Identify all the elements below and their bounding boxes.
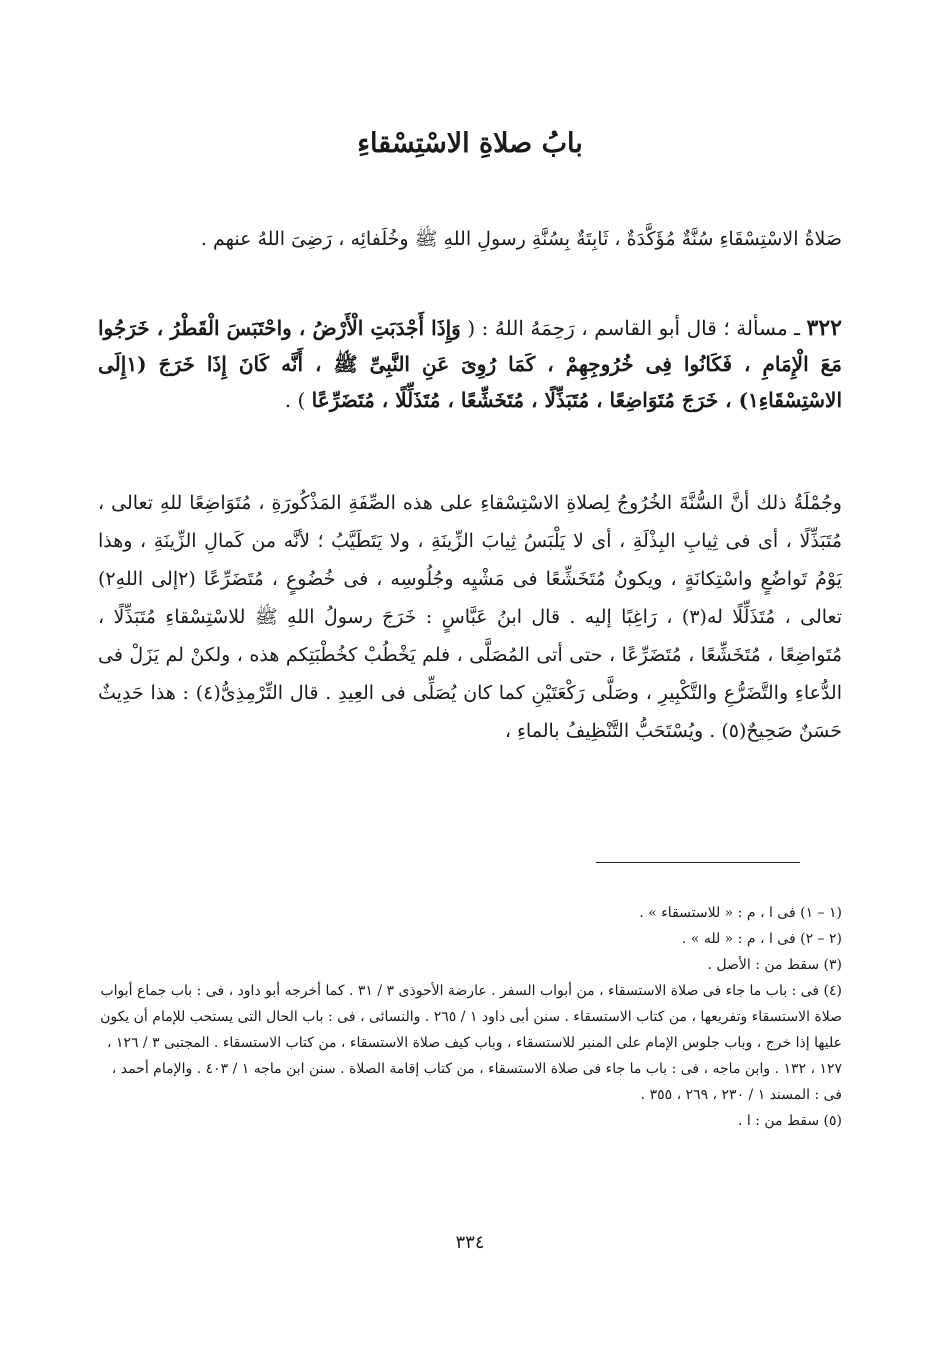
masala-quote: وَإِذَا أَجْدَبَتِ الْأَرْضُ ، واحْتَبَسَ الْقَطْرُ ، خَرَجُوا مَعَ الْإِمَامِ ، فَكَانُوا فِى خُرُوجِهِمْ ، كَمَا رُوِىَ عَنِ النَّبِىِّ ﷺ ، أَنَّه كَانَ إِذَا خَرَجَ (١إِلَى الاسْتِسْقَاءِ١) ، خَرَجَ مُتَوَاضِعًا ، مُتَبَذِّلًا ، مُتَخَشِّعًا ، مُتَذَلِّلًا ، مُتَضَرِّعًا: [98, 316, 842, 412]
footnote-4: (٤) فى : باب ما جاء فى صلاة الاستسقاء ، من أبواب السفر . عارضة الأحوذى ٣ / ٣١ . كما أخرجه أبو داود ، فى : باب جماع أبواب صلاة الاستسقاء وتفريعها ، من كتاب الاستسقاء . سنن أبى داود ١ / ٢٦٥ . والنسائى ، فى : باب الحال التى يستحب للإمام أن يكون عليها إذا خرج ، وباب جلوس الإمام على المنبر للاستسقاء ، وباب كيف صلاة الاستسقاء ، من كتاب الاستسقاء . المجتبى ٣ / ١٢٦ ، ١٢٧ ، ١٣٢ . وابن ماجه ، فى : باب ما جاء فى صلاة الاستسقاء ، من كتاب إقامة الصلاة . سنن ابن ماجه ١ / ٤٠٣ . والإمام أحمد ، فى : المسند ١ / ٢٣٠ ، ٢٦٩ ، ٣٥٥ .: [100, 983, 842, 1103]
footnote-2: (٢ – ٢) فى ا ، م : « لله » .: [681, 931, 842, 947]
explanation-paragraph: وجُمْلَةُ ذلك أنَّ السُّنَّةَ الخُرُوجُ لِصلاةِ الاسْتِسْقاءِ على هذه الصِّفَةِ المَذْكُورَةِ ، مُتَوَاضِعًا للهِ تعالى ، مُتَبَذِّلًا ، أى فى ثِيابِ البِذْلَةِ ، أى لا يَلْبَسُ ثِيابَ الزِّينَةِ ، ولا يَتَطَيَّبُ ؛ لأنَّه من كَمالِ الزِّينَةِ ، وهذا يَوْمُ تَواضُعٍ واسْتِكانَةٍ ، ويكونُ مُتَخَشِّعًا فى مَشْيِه وجُلُوسِه ، فى خُضُوعٍ ، مُتَضَرِّعًا (٢إلى اللهِ٢) تعالى ، مُتَذَلِّلًا له(٣) ، رَاغِبًا إليه . قال ابنُ عَبَّاسٍ : خَرَجَ رسولُ اللهِ ﷺ للاسْتِسْقاءِ مُتَبَذِّلًا ، مُتَواضِعًا ، مُتَخَشِّعًا ، مُتَضَرِّعًا ، حتى أتى المُصَلَّى ، فلم يَخْطُبْ كخُطْبَتِكم هذه ، ولكنْ لم يَزَلْ فى الدُّعاءِ والتَّضَرُّعِ والتَّكْبِيرِ ، وصَلَّى رَكْعَتَيْنِ كما كان يُصَلِّى فى العِيدِ . قال التِّرْمِذِىُّ(٤) : هذا حَدِيثٌ حَسَنٌ صَحِيحٌ(٥) . ويُسْتَحَبُّ التَّنْظِيفُ بالماءِ ،: [98, 492, 842, 742]
footnote-divider: [596, 862, 800, 863]
footnote-3: (٣) سقط من : الأصل .: [707, 957, 842, 973]
footnote-5: (٥) سقط من : ا .: [737, 1113, 842, 1129]
masala-number: ٣٢٢: [806, 315, 842, 341]
masala-lead: ـ مسألة ؛ قال أبو القاسم ، رَحِمَهُ اللهُ : (: [467, 316, 801, 340]
chapter-title: بابُ صلاةِ الاسْتِسْقاءِ: [357, 128, 583, 159]
page-number: ٣٣٤: [455, 1232, 485, 1253]
intro-paragraph: صَلاةُ الاسْتِسْقَاءِ سُنَّةٌ مُؤَكَّدَةٌ ، ثَابِتَةٌ بِسُنَّةِ رسولِ اللهِ ﷺ وخُلَفائِه ، رَضِىَ اللهُ عنهم .: [200, 228, 842, 250]
masala-paragraph: [98, 310, 842, 418]
masala-close: ) .: [284, 388, 306, 412]
footnotes: [98, 900, 842, 1134]
footnote-1: (١ – ١) فى ا ، م : « للاستسقاء » .: [639, 905, 842, 921]
